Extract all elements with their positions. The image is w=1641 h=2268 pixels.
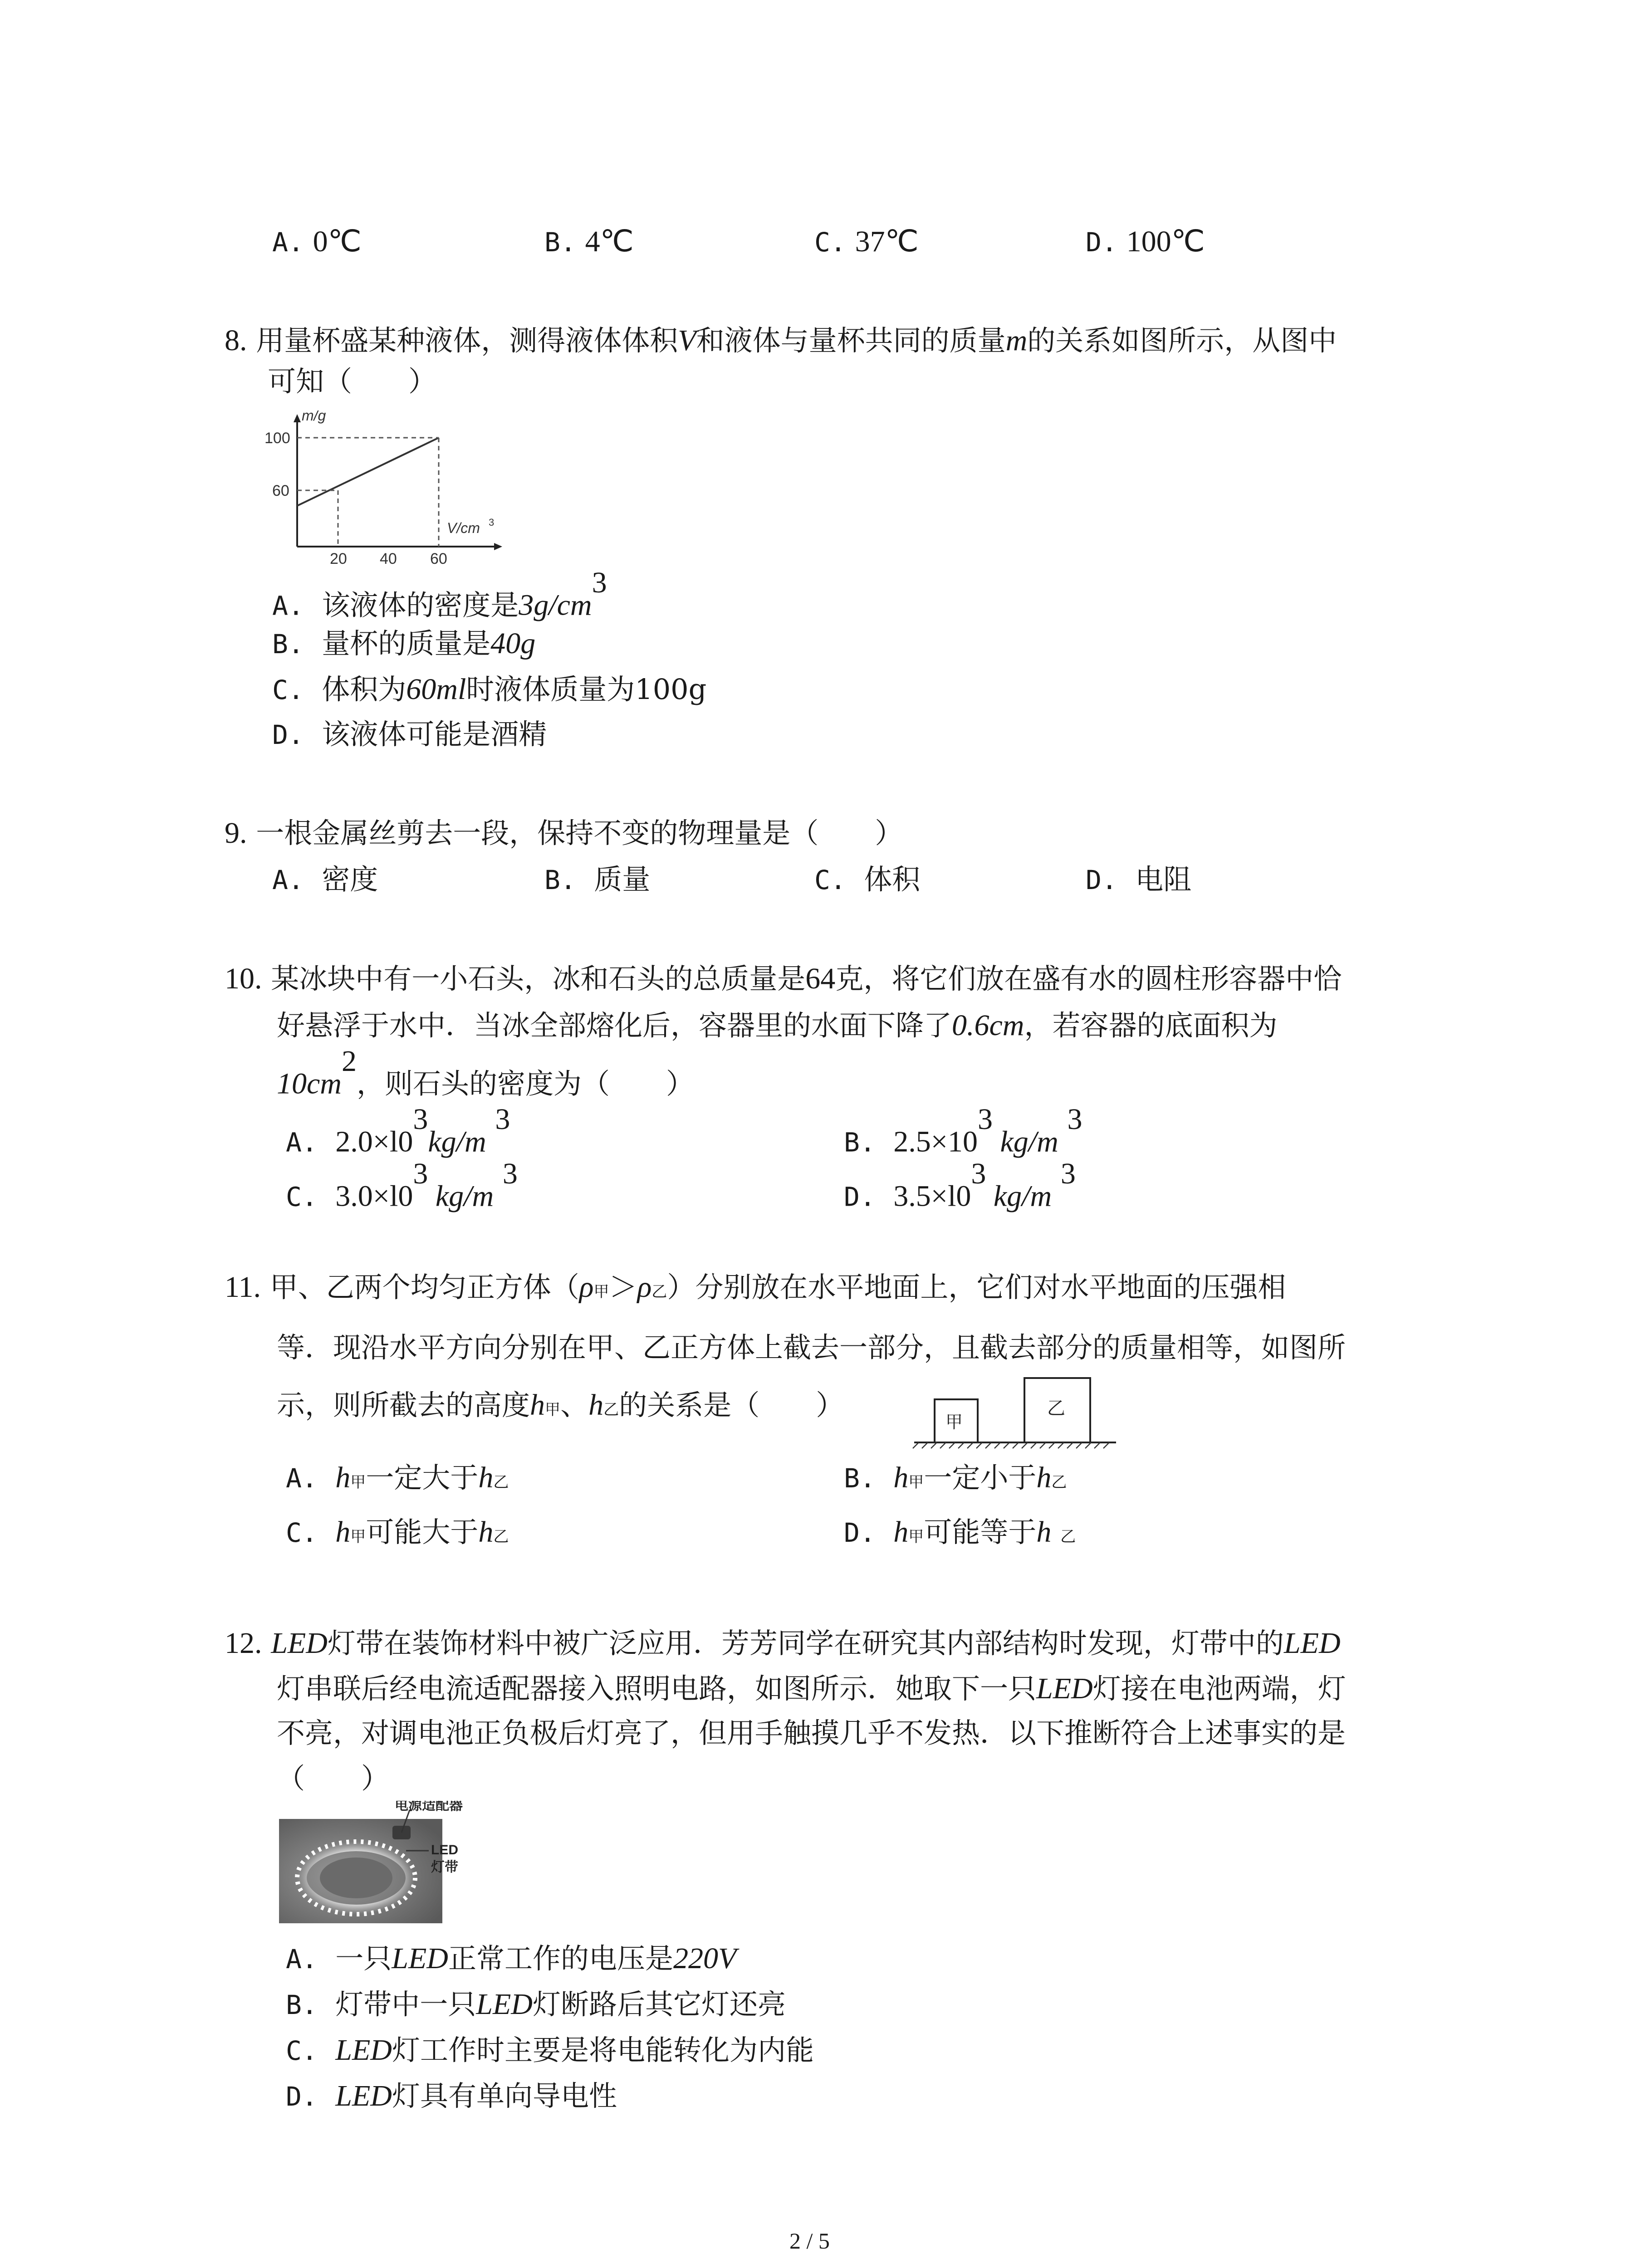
q11-option-d: D. h甲可能等于h 乙 bbox=[844, 1515, 1076, 1549]
q12-stem-line1: 12. LED灯带在装饰材料中被广泛应用．芳芳同学在研究其内部结构时发现，灯带中的LED bbox=[225, 1627, 1341, 1660]
label-led: LED bbox=[431, 1843, 458, 1857]
graph-xlabel-sup: 3 bbox=[489, 517, 495, 528]
q11-stem-line1: 11. 甲、乙两个均匀正方体（ρ甲＞ρ乙）分别放在水平地面上，它们对水平地面的压强相 bbox=[225, 1271, 1286, 1304]
q10-option-a: A. $2.0\times l0^3kg/m$ $^3$ bbox=[286, 1103, 510, 1158]
q10-option-b: B. $2.5\times 10^3$ kg/m $^3$ bbox=[844, 1103, 1083, 1158]
cube-jia-label: 甲 bbox=[945, 1413, 963, 1432]
q8-option-c: C. 体积为60ml时液体质量为100g bbox=[272, 673, 707, 706]
q9-option-a: A. 密度 bbox=[272, 863, 378, 896]
ytick-60: 60 bbox=[272, 482, 289, 499]
q12-led-strip-photo bbox=[279, 1801, 497, 1923]
label-adapter: 电源适配器 bbox=[395, 1801, 463, 1813]
q7-option-b: B. 4℃ bbox=[544, 225, 634, 258]
q8-option-b: B. 量杯的质量是40g bbox=[272, 627, 536, 660]
q10-stem-line1: 10. 某冰块中有一小石头，冰和石头的总质量是64克，将它们放在盛有水的圆柱形容器中恰 bbox=[225, 962, 1342, 995]
q10-option-c: C. $3.0\times l0^3$ kg/m $^3$ bbox=[286, 1157, 518, 1213]
page-number: 2 / 5 bbox=[789, 2228, 830, 2253]
q9-option-d: D. 电阻 bbox=[1086, 863, 1192, 896]
q12-stem-line2: 灯串联后经电流适配器接入照明电路，如图所示．她取下一只LED灯接在电池两端，灯 bbox=[277, 1672, 1346, 1705]
q11-stem-line3: 示，则所截去的高度h甲、h乙的关系是（ ） bbox=[277, 1388, 844, 1422]
ytick-100: 100 bbox=[265, 430, 290, 447]
led-ring-center bbox=[320, 1857, 392, 1898]
q8-stem-line2: 可知（ ） bbox=[268, 365, 437, 398]
xtick-60: 60 bbox=[430, 550, 447, 567]
xtick-40: 40 bbox=[380, 550, 397, 567]
q7-option-c: C. 37℃ bbox=[814, 225, 919, 258]
q8-option-d: D. 该液体可能是酒精 bbox=[272, 718, 547, 751]
q7-option-a: A. 0℃ bbox=[272, 225, 362, 258]
q9-option-b: B. 质量 bbox=[544, 863, 651, 896]
q10-stem-line3: $10cm^2$，则石头的密度为（ ） bbox=[277, 1045, 694, 1100]
q11-option-a: A. h甲一定大于h乙 bbox=[286, 1461, 509, 1494]
q9-stem: 9. 一根金属丝剪去一段，保持不变的物理量是（ ） bbox=[225, 816, 903, 850]
q11-option-b: B. h甲一定小于h乙 bbox=[844, 1461, 1067, 1494]
q11-option-c: C. h甲可能大于h乙 bbox=[286, 1515, 509, 1549]
data-line bbox=[297, 438, 439, 506]
q8-option-a: A. 该液体的密度是$3g/cm^3$ bbox=[272, 566, 607, 622]
label-strip: 灯带 bbox=[431, 1860, 458, 1875]
q7-option-d: D. 100℃ bbox=[1086, 225, 1205, 258]
y-axis-arrow bbox=[294, 414, 301, 422]
q12-option-c: C. LED灯工作时主要是将电能转化为内能 bbox=[286, 2033, 814, 2067]
q10-stem-line2: 好悬浮于水中．当冰全部熔化后，容器里的水面下降了0.6cm，若容器的底面积为 bbox=[277, 1009, 1278, 1042]
q9-option-c: C. 体积 bbox=[814, 863, 921, 896]
q12-stem-line3: 不亮，对调电池正负极后灯亮了，但用手触摸几乎不发热．以下推断符合上述事实的是 bbox=[277, 1716, 1346, 1750]
q12-option-d: D. LED灯具有单向导电性 bbox=[286, 2079, 617, 2112]
x-axis-arrow bbox=[494, 543, 502, 550]
q12-option-a: A. 一只LED正常工作的电压是220V bbox=[286, 1942, 737, 1975]
graph-ylabel: m/g bbox=[302, 411, 326, 424]
q12-option-b: B. 灯带中一只LED灯断路后其它灯还亮 bbox=[286, 1988, 786, 2021]
q11-cubes-figure bbox=[912, 1370, 1121, 1449]
q8-stem-line1: 8. 用量杯盛某种液体，测得液体体积V和液体与量杯共同的质量m的关系如图所示，从图中 bbox=[225, 324, 1337, 357]
q10-option-d: D. $3.5\times l0^3$ kg/m $^3$ bbox=[844, 1157, 1076, 1213]
q12-stem-line4: （ ） bbox=[277, 1762, 390, 1795]
cube-yi-label: 乙 bbox=[1047, 1398, 1065, 1418]
q8-mass-volume-graph bbox=[252, 411, 506, 567]
graph-xlabel: V/cm bbox=[447, 520, 480, 536]
q11-stem-line2: 等．现沿水平方向分别在甲、乙正方体上截去一部分，且截去部分的质量相等，如图所 bbox=[277, 1331, 1346, 1364]
xtick-20: 20 bbox=[330, 550, 347, 567]
